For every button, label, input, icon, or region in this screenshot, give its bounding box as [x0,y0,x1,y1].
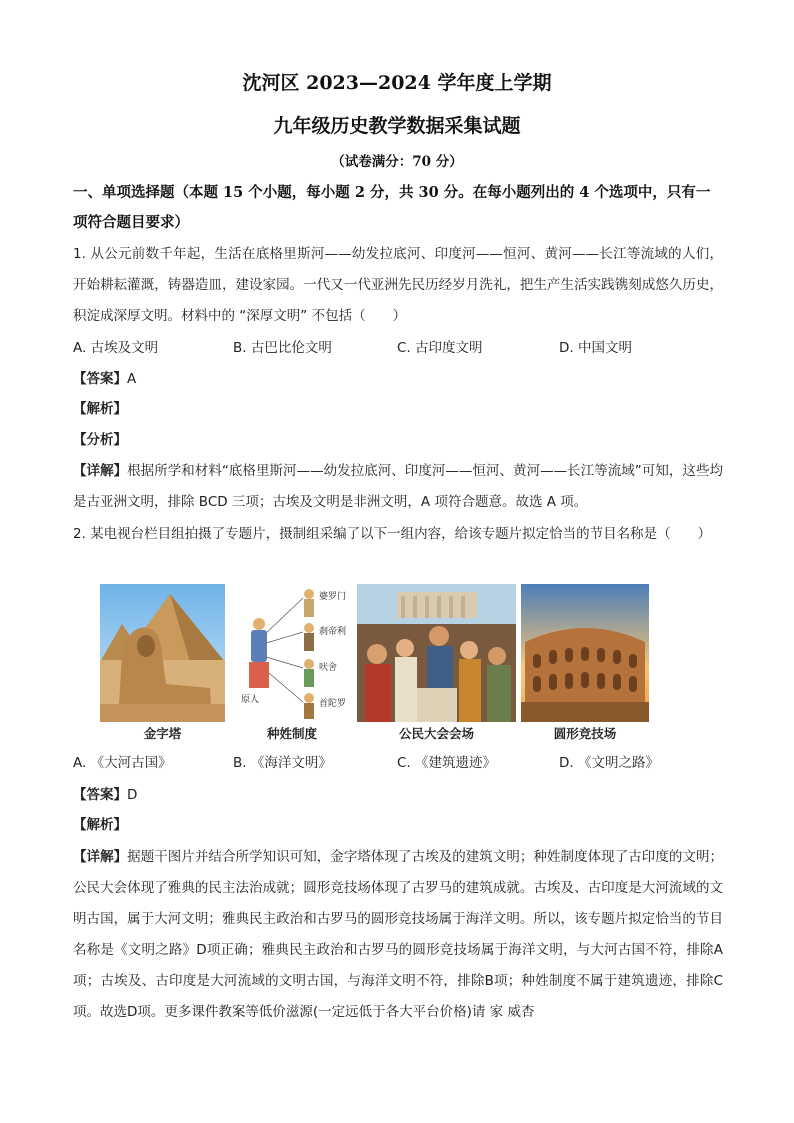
caption-caste: 种姓制度 [266,726,317,741]
exam-title-line2: 九年级历史教学数据采集试题 [273,115,521,137]
q2-analysis-label: 【解析】 [73,817,127,833]
q1-option-a: A. 古埃及文明 [73,340,159,356]
q1-detail [73,456,723,518]
caption-assembly: 公民大会会场 [398,726,474,741]
caste-label-kshatriya: 刹帝利 [319,627,347,637]
q2-option-c: C. 《建筑遗迹》 [397,755,497,771]
q1-option-b: B. 古巴比伦文明 [233,340,332,356]
caste-label-vaishya: 吠舍 [319,663,338,673]
caste-label-purusha: 原人 [241,695,260,705]
section-heading: 一、单项选择题（本题 15 个小题，每小题 2 分，共 30 分。在每小题列出的 4 个选项中，只有一项符合题目要求） [73,184,711,231]
pyramid-image [100,584,225,722]
q2-option-a: A. 《大河古国》 [73,755,172,771]
caste-system-image [233,584,351,722]
q1-analysis-label: 【解析】 [73,401,127,417]
q1-option-d: D. 中国文明 [559,340,632,356]
q2-detail [73,842,723,1028]
caste-label-shudra: 首陀罗 [319,699,347,709]
caste-label-brahmin: 婆罗门 [319,592,347,602]
q1-answer [73,369,136,389]
caption-colosseum: 圆形竞技场 [553,726,617,741]
assembly-image [357,584,516,722]
q1-answer-value: A [127,371,137,387]
q1-answer-label: 【答案】 [73,371,127,387]
q1-option-c: C. 古印度文明 [397,340,483,356]
q2-detail-text: 据题干图片并结合所学知识可知，金字塔体现了古埃及的建筑文明；种姓制度体现了古印度的文明；公民大会体现了雅典的民主法治成就；圆形竞技场体现了古罗马的建筑成就。古埃及、古印度是大河流域的文明古国，属于大河文明；雅典民主政治和古罗马的圆形竞技场属于海洋文明。所以，该专题片拟定恰当的节目名称是《文明之路》D项正确；雅典民主政治和古罗马的圆形竞技场属于海洋文明，与大河古国不符，排除A项；古埃及、古印度是大河流域的文明古国，与海洋文明不符，排除B项；种姓制度不属于建筑遗迹，排除C项。故选D项。更多课件教案等低价滋源(一定远低于各大平台价格)请 家 威杏 [73,849,724,1020]
q1-fenxi-label: 【分析】 [73,432,127,448]
q1-detail-label: 【详解】 [73,463,128,479]
q1-detail-text: 根据所学和材料“底格里斯河——幼发拉底河、印度河——恒河、黄河——长江等流域”可知，这些均是古亚洲文明，排除 BCD 三项；古埃及文明是非洲文明，A 项符合题意。故选 A 项。 [73,463,723,510]
score-note: （试卷满分：70 分） [331,154,463,170]
question-1-stem: 1. 从公元前数千年起，生活在底格里斯河——幼发拉底河、印度河——恒河、黄河——长江等流域的人们，开始耕耘灌溉，铸器造皿，建设家园。一代又一代亚洲先民历经岁月洗礼，把生产生活实践镌刻成悠久历史，积淀成深厚文明。材料中的 “深厚文明” 不包括（ ） [73,246,723,324]
colosseum-image [521,584,649,722]
q2-detail-label: 【详解】 [73,849,128,865]
question-2-stem: 2. 某电视台栏目组拍摄了专题片，摄制组采编了以下一组内容，给该专题片拟定恰当的节目名称是（ ） [73,526,712,542]
exam-title-line1: 沈河区 2023—2024 学年度上学期 [242,72,552,94]
q2-option-b: B. 《海洋文明》 [233,755,332,771]
q2-answer [73,785,137,805]
q2-answer-label: 【答案】 [73,787,127,803]
q2-answer-value: D [127,787,138,803]
caption-pyramid: 金字塔 [143,726,182,741]
q2-option-d: D. 《文明之路》 [559,755,659,771]
